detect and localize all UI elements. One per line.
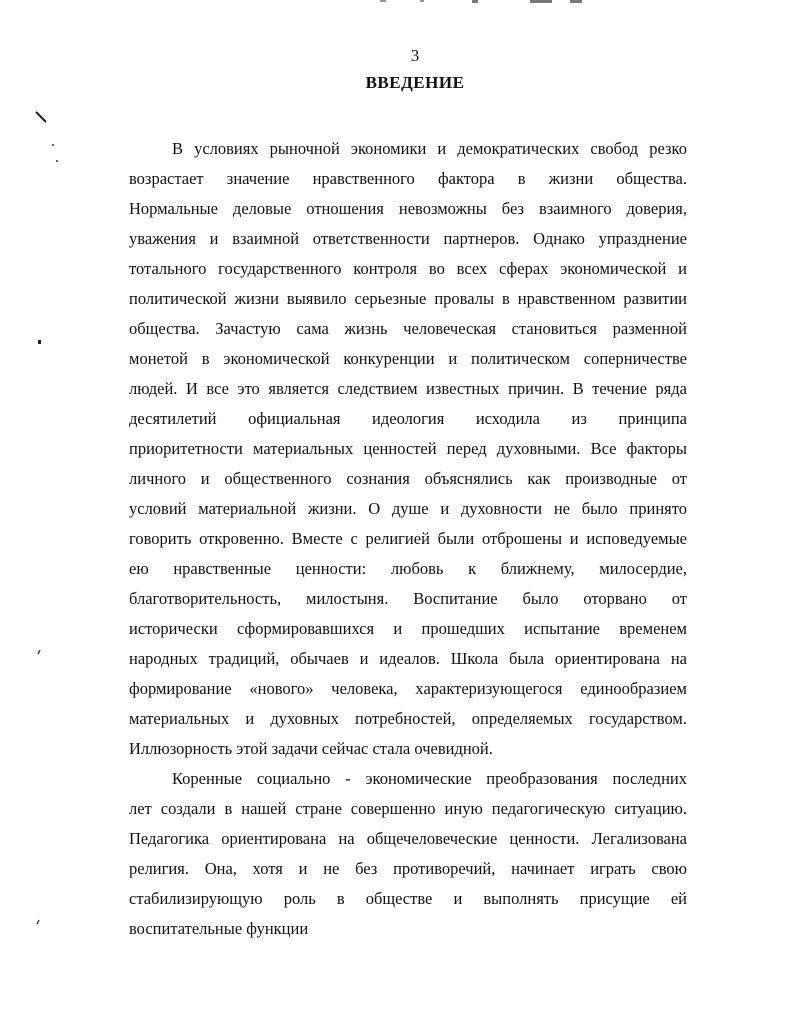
text-line: тотального государственного контроля во всех сферах экономической и <box>129 259 687 278</box>
text-line: лет создали в нашей стране совершенно иную педагогическую ситуацию. <box>129 799 687 818</box>
text-line: Нормальные деловые отношения невозможны без взаимного доверия, <box>129 199 687 218</box>
text-line: общества. Зачастую сама жизнь человеческая становиться разменной <box>129 319 687 338</box>
page-title: ВВЕДЕНИЕ <box>365 73 465 92</box>
text-line: В условиях рыночной экономики и демократических свобод резко <box>172 139 687 158</box>
text-line: уважения и взаимной ответственности партнеров. Однако упразднение <box>129 229 687 248</box>
text-line: условий материальной жизни. О душе и духовности не было принято <box>129 499 687 518</box>
paragraph-2 <box>129 764 687 944</box>
text-line: ею нравственные ценности: любовь к ближнему, милосердие, <box>129 559 687 578</box>
text-line: Иллюзорность этой задачи сейчас стала очевидной. <box>129 739 493 758</box>
scan-artifact-margin <box>30 80 60 960</box>
text-line: материальных и духовных потребностей, определяемых государством. <box>129 709 687 728</box>
text-line: формирование «нового» человека, характеризующегося единообразием <box>129 679 687 698</box>
body-text <box>129 134 687 944</box>
text-line: Педагогика ориентирована на общечеловеческие ценности. Легализована <box>129 829 687 848</box>
text-line: говорить откровенно. Вместе с религией были отброшены и исповедуемые <box>129 529 687 548</box>
text-line: стабилизирующую роль в обществе и выполнять присущие ей <box>129 889 687 908</box>
text-line: народных традиций, обычаев и идеалов. Школа была ориентирована на <box>129 649 687 668</box>
text-line: политической жизни выявило серьезные провалы в нравственном развитии <box>129 289 687 308</box>
scan-artifact-top <box>380 0 600 6</box>
text-line: исторически сформировавшихся и прошедших испытание временем <box>129 619 687 638</box>
page-number: 3 <box>410 46 420 65</box>
text-line: религия. Она, хотя и не без противоречий, начинает играть свою <box>129 859 687 878</box>
text-line: благотворительность, милостыня. Воспитание было оторвано от <box>129 589 687 608</box>
text-line: Коренные социально - экономические преобразования последних <box>172 769 687 788</box>
text-line: возрастает значение нравственного фактора в жизни общества. <box>129 169 687 188</box>
text-line: личного и общественного сознания объяснялись как производные от <box>129 469 687 488</box>
text-line: приоритетности материальных ценностей перед духовными. Все факторы <box>129 439 687 458</box>
text-line: десятилетий официальная идеология исходила из принципа <box>129 409 687 428</box>
text-line: людей. И все это является следствием известных причин. В течение ряда <box>129 379 687 398</box>
paragraph-1 <box>129 134 687 764</box>
text-line: монетой в экономической конкуренции и политическом соперничестве <box>129 349 687 368</box>
text-line: воспитательные функции <box>129 919 309 938</box>
